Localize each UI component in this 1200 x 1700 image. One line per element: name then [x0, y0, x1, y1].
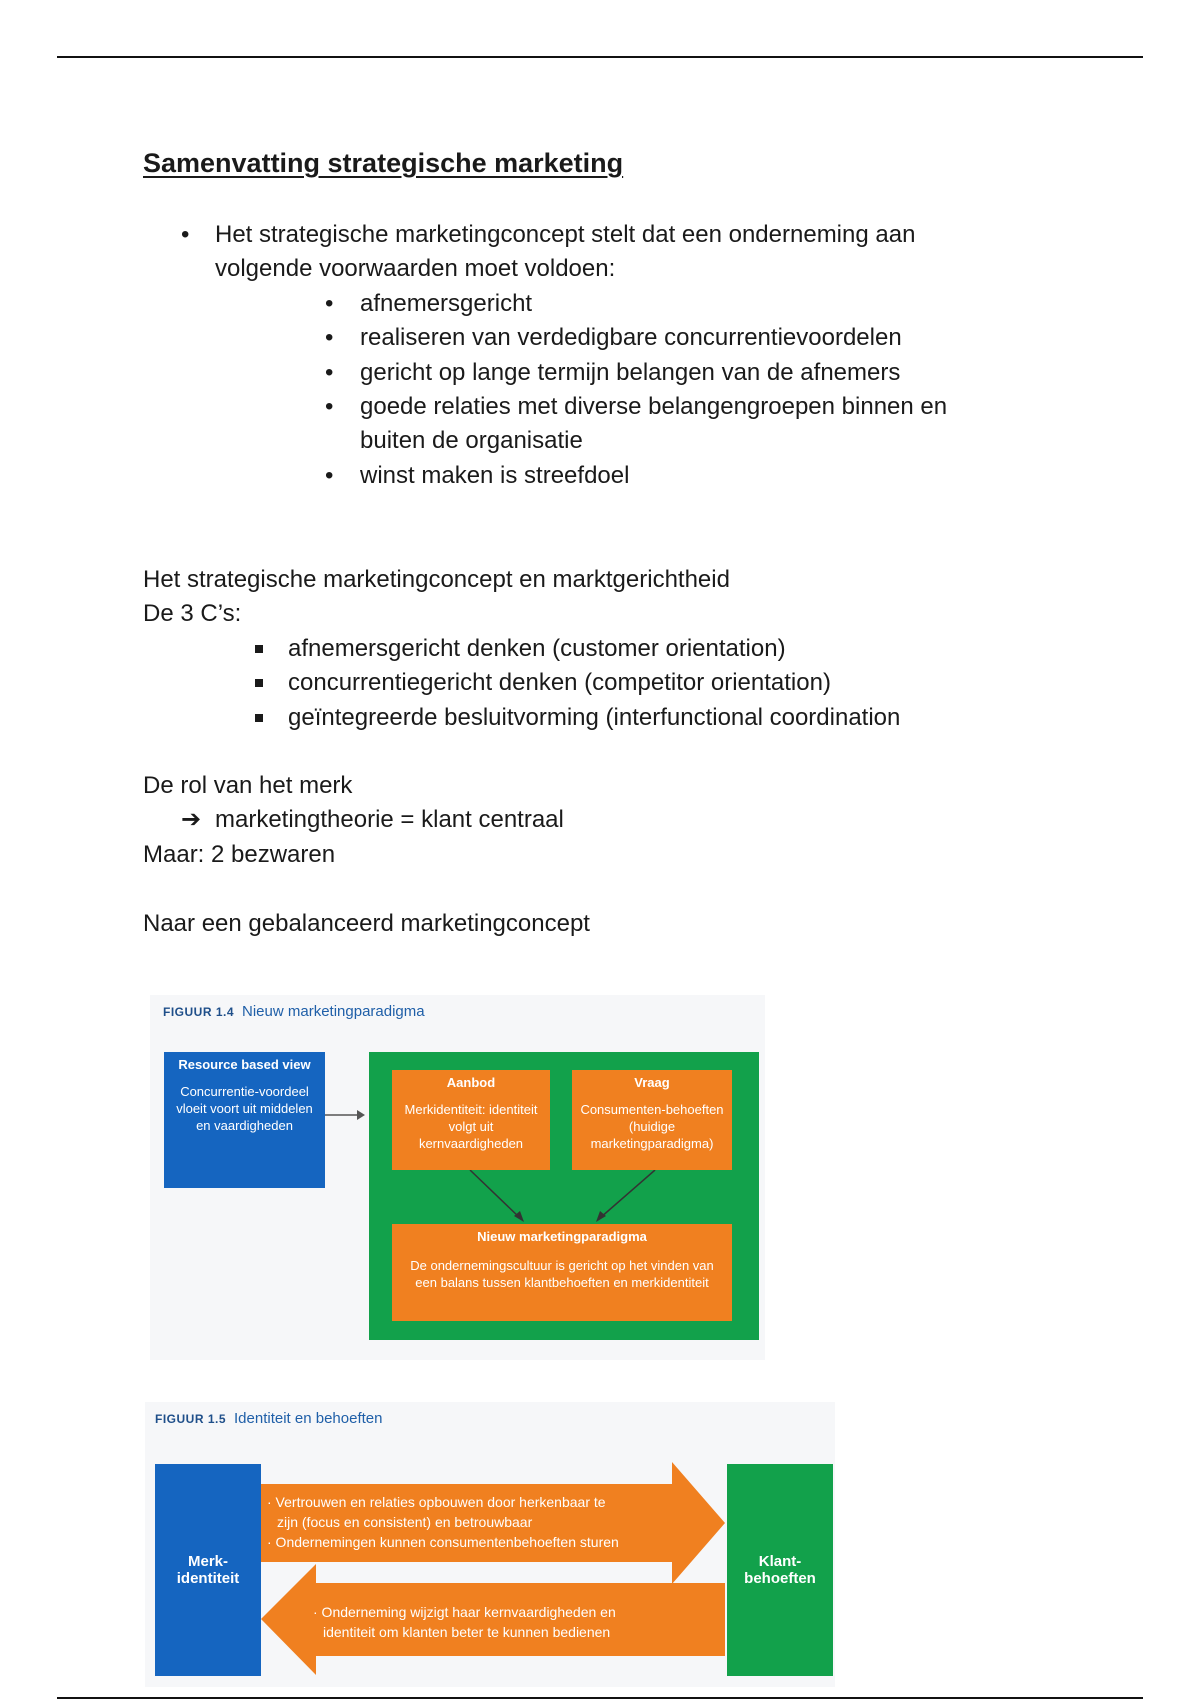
connector-arrow-icon [325, 1105, 365, 1125]
header-rule [57, 56, 1143, 58]
arrow-line: · Vertrouwen en relaties opbouwen door herkenbaar te [267, 1494, 606, 1510]
box-title: Aanbod [446, 1075, 496, 1090]
bullet-icon: • [325, 462, 334, 489]
section-heading: Het strategische marketingconcept en marktgerichtheid [143, 566, 730, 593]
figure-title: Identiteit en behoeften [234, 1410, 383, 1427]
square-bullet-icon [255, 645, 263, 653]
figure-marketing-paradigm [150, 995, 765, 1360]
c-item: afnemersgericht denken (customer orientation) [288, 635, 786, 662]
section-subheading: De 3 C’s: [143, 600, 242, 627]
box-title: Vraag [634, 1075, 670, 1090]
box-title: Nieuw marketingparadigma [477, 1229, 647, 1244]
c-item: geïntegreerde besluitvorming (interfunctional coordination [288, 704, 901, 731]
merk-identiteit-box [155, 1464, 261, 1676]
figure-caption [163, 1003, 425, 1020]
converging-arrows-icon [450, 1170, 690, 1225]
aanbod-box [392, 1070, 550, 1170]
condition-item: realiseren van verdedigbare concurrentievoordelen [360, 324, 902, 351]
document-title: Samenvatting strategische marketing [143, 148, 624, 178]
resource-based-view-box [164, 1052, 325, 1188]
box-text: Consumenten-behoeften (huidige marketingparadigma) [580, 1102, 724, 1151]
bullet-icon: • [181, 221, 190, 248]
bottom-arrow-text [313, 1602, 616, 1642]
condition-item: goede relaties met diverse belangengroepen binnen en [360, 393, 948, 420]
nieuw-paradigma-box [392, 1224, 732, 1321]
square-bullet-icon [255, 714, 263, 722]
arrow-line: · Ondernemingen kunnen consumentenbehoeften sturen [267, 1534, 619, 1550]
bullet-icon: • [325, 324, 334, 351]
bullet-icon: • [325, 359, 334, 386]
condition-item: afnemersgericht [360, 290, 533, 317]
condition-item-continued: buiten de organisatie [360, 427, 583, 454]
square-bullet-icon [255, 679, 263, 687]
footer-rule [57, 1697, 1143, 1699]
arrow-line: zijn (focus en consistent) en betrouwbaar [277, 1514, 533, 1530]
figure-label: FIGUUR 1.4 [163, 1005, 235, 1019]
figure-title: Nieuw marketingparadigma [242, 1003, 425, 1020]
condition-item: winst maken is streefdoel [360, 462, 630, 489]
box-title: Resource based view [178, 1057, 311, 1072]
box-text: Concurrentie-voordeel vloeit voort uit middelen en vaardigheden [176, 1084, 313, 1133]
vraag-box [572, 1070, 732, 1170]
figure-identity-needs [145, 1402, 835, 1687]
arrow-line: identiteit om klanten beter te kunnen bedienen [323, 1624, 611, 1640]
right-arrow-icon: ➔ [181, 806, 202, 833]
bullet-icon: • [325, 290, 334, 317]
intro-line-2: volgende voorwaarden moet voldoen: [215, 255, 616, 282]
intro-line-1: Het strategische marketingconcept stelt dat een onderneming aan [215, 221, 916, 248]
arrow-text: marketingtheorie = klant centraal [215, 806, 564, 833]
figure-label: FIGUUR 1.5 [155, 1412, 227, 1426]
arrow-line: · Onderneming wijzigt haar kernvaardigheden en [313, 1604, 616, 1620]
c-item: concurrentiegericht denken (competitor orientation) [288, 669, 831, 696]
klant-behoeften-box [727, 1464, 833, 1676]
section-heading: Naar een gebalanceerd marketingconcept [143, 910, 590, 937]
top-arrow-text [267, 1492, 619, 1552]
note-text: Maar: 2 bezwaren [143, 841, 336, 868]
box-label: Merk-identiteit [176, 1553, 240, 1587]
box-text: Merkidentiteit: identiteit volgt uit kernvaardigheden [404, 1102, 538, 1151]
bullet-icon: • [325, 393, 334, 420]
condition-item: gericht op lange termijn belangen van de afnemers [360, 359, 901, 386]
box-label: Klant-behoeften [744, 1553, 816, 1587]
box-text: De ondernemingscultuur is gericht op het vinden van een balans tussen klantbehoeften en merkidentiteit [410, 1258, 714, 1290]
section-heading: De rol van het merk [143, 772, 353, 799]
